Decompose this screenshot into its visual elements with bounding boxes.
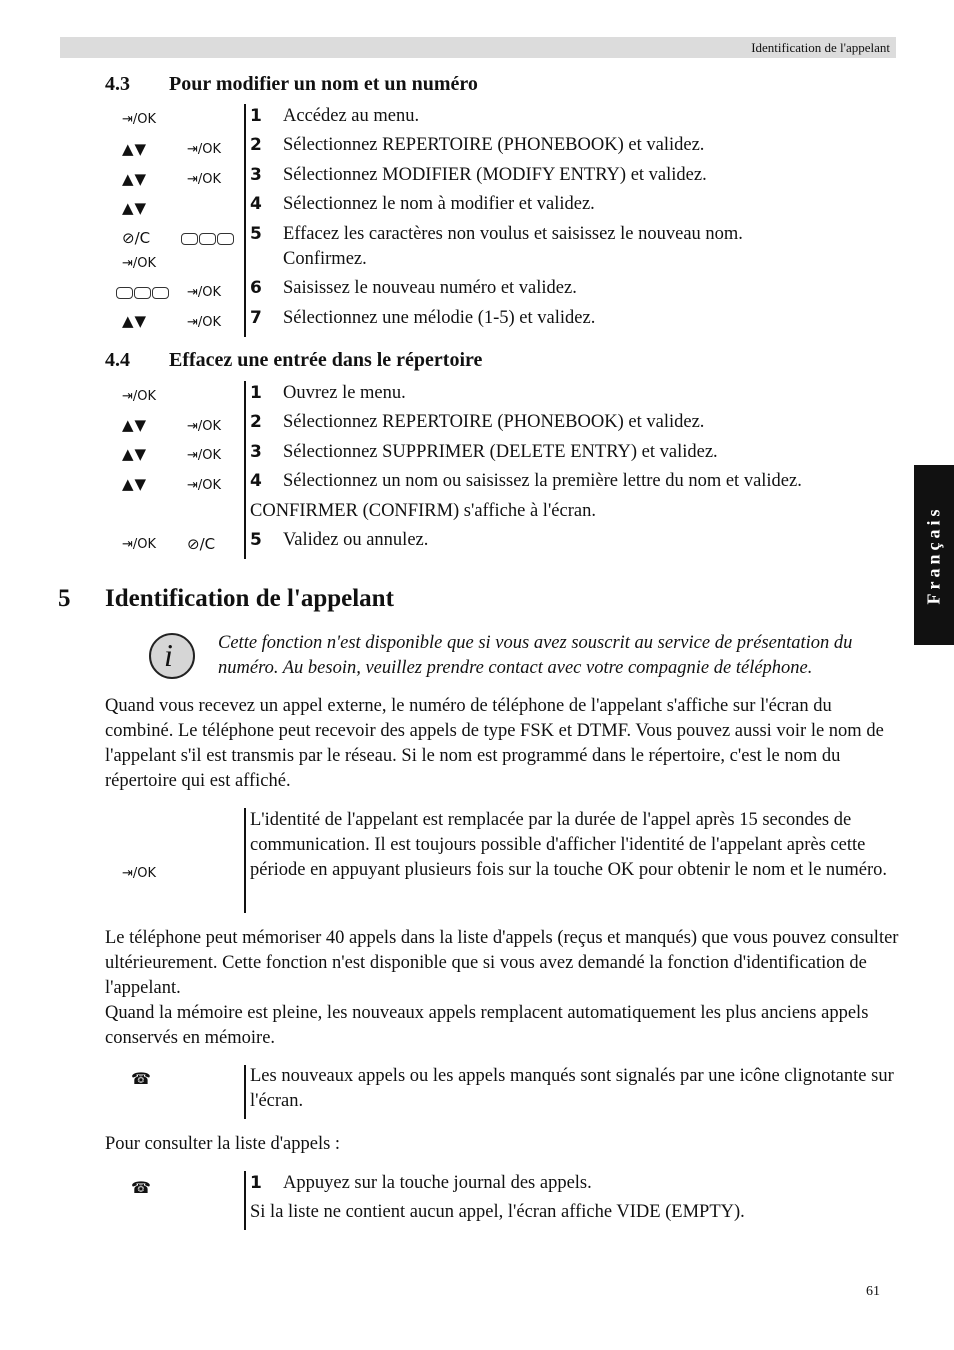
updown-arrows-icon: ▲▼ xyxy=(122,170,148,188)
step-item: 2 Sélectionnez REPERTOIRE (PHONEBOOK) et validez. xyxy=(250,135,705,155)
language-tab xyxy=(914,465,954,645)
running-header xyxy=(60,37,896,58)
section-title: Pour modifier un nom et un numéro xyxy=(169,73,478,95)
section-number: 5 xyxy=(58,585,71,612)
ok-key-icon: ⇥/OK xyxy=(187,285,222,300)
section-title: Effacez une entrée dans le répertoire xyxy=(169,349,483,371)
step-item: 1 Accédez au menu. xyxy=(250,106,420,126)
paragraph: Pour consulter la liste d'appels : xyxy=(105,1134,341,1154)
step-item: 4 Sélectionnez le nom à modifier et validez. xyxy=(250,194,595,214)
section-4-4-heading xyxy=(105,349,482,372)
ok-key-icon: ⇥/OK xyxy=(187,478,222,493)
boxed-note: Les nouveaux appels ou les appels manqués sont signalés par une icône clignotante sur l'écran. xyxy=(250,1066,894,1111)
info-icon: i xyxy=(149,633,195,679)
language-tab-label: Français xyxy=(923,505,944,605)
step-item: 5 Validez ou annulez. xyxy=(250,530,429,550)
updown-arrows-icon: ▲▼ xyxy=(122,416,148,434)
section-5-heading xyxy=(58,585,394,613)
ok-key-icon: ⇥/OK xyxy=(187,419,222,434)
ok-key-icon: ⇥/OK xyxy=(122,112,157,127)
updown-arrows-icon: ▲▼ xyxy=(122,475,148,493)
ok-key-icon: ⇥/OK xyxy=(122,866,157,881)
info-note: Cette fonction n'est disponible que si vous avez souscrit au service de présentation du numéro. Au besoin, veuillez prendre contact avec votre compagnie de téléphone. xyxy=(218,633,853,678)
ok-key-icon: ⇥/OK xyxy=(187,448,222,463)
keypad-icon xyxy=(181,233,234,245)
ok-key-icon: ⇥/OK xyxy=(122,537,157,552)
step-item: 1 Appuyez sur la touche journal des appels. xyxy=(250,1173,592,1193)
step-item: 3 Sélectionnez SUPPRIMER (DELETE ENTRY) et validez. xyxy=(250,442,718,462)
step-divider xyxy=(244,104,246,337)
step-item: 5 Effacez les caractères non voulus et saisissez le nouveau nom. Confirmez. xyxy=(250,224,743,269)
step-divider xyxy=(244,381,246,559)
page-number: 61 xyxy=(866,1284,880,1299)
section-title: Identification de l'appelant xyxy=(105,585,394,612)
paragraph: Le téléphone peut mémoriser 40 appels dans la liste d'appels (reçus et manqués) que vous pouvez consulter ultérieurement. Cette fonction n'est disponible que si vous avez demandé la fonction d'identification de l'appelant. xyxy=(105,928,899,998)
paragraph: Quand vous recevez un appel externe, le numéro de téléphone de l'appelant s'affiche sur l'écran du combiné. Le téléphone peut recevoir des appels de type FSK et DTMF. Vous pouvez aussi voir le nom de l'appelant s'il est transmis par le réseau. Si le nom est programmé dans le répertoire, c'est le nom du répertoire qui est affiché. xyxy=(105,696,884,791)
step-divider xyxy=(244,808,246,913)
boxed-note: L'identité de l'appelant est remplacée par la durée de l'appel après 15 secondes de communication. Il est toujours possible d'afficher l'identité de l'appelant après cette période en appuyant plusieurs fois sur la touche OK pour obtenir le nom et le numéro. xyxy=(250,810,888,880)
ok-key-icon: ⇥/OK xyxy=(187,315,222,330)
step-divider xyxy=(244,1065,246,1119)
paragraph: Quand la mémoire est pleine, les nouveaux appels remplacent automatiquement les plus anciens appels conservés en mémoire. xyxy=(105,1003,869,1048)
step-item: 4 Sélectionnez un nom ou saisissez la première lettre du nom et validez. xyxy=(250,471,802,491)
cancel-key-icon: ⊘/C xyxy=(122,229,151,247)
call-log-key-icon: ☎ xyxy=(131,1069,151,1088)
section-4-3-heading xyxy=(105,73,478,96)
updown-arrows-icon: ▲▼ xyxy=(122,312,148,330)
step-divider xyxy=(244,1171,246,1230)
running-title: Identification de l'appelant xyxy=(751,40,890,55)
updown-arrows-icon: ▲▼ xyxy=(122,445,148,463)
ok-key-icon: ⇥/OK xyxy=(187,172,222,187)
step-item: 7 Sélectionnez une mélodie (1-5) et validez. xyxy=(250,308,596,328)
ok-key-icon: ⇥/OK xyxy=(122,389,157,404)
ok-key-icon: ⇥/OK xyxy=(187,142,222,157)
step-note: Si la liste ne contient aucun appel, l'écran affiche VIDE (EMPTY). xyxy=(250,1202,745,1222)
step-note: CONFIRMER (CONFIRM) s'affiche à l'écran. xyxy=(250,501,596,521)
step-item: 1 Ouvrez le menu. xyxy=(250,383,406,403)
keypad-icon xyxy=(116,287,169,299)
call-log-key-icon: ☎ xyxy=(131,1178,151,1197)
updown-arrows-icon: ▲▼ xyxy=(122,199,148,217)
step-item: 2 Sélectionnez REPERTOIRE (PHONEBOOK) et validez. xyxy=(250,412,705,432)
cancel-key-icon: ⊘/C xyxy=(187,535,216,553)
section-number: 4.4 xyxy=(105,349,130,371)
ok-key-icon: ⇥/OK xyxy=(122,256,157,271)
updown-arrows-icon: ▲▼ xyxy=(122,140,148,158)
step-item: 6 Saisissez le nouveau numéro et validez. xyxy=(250,278,577,298)
section-number: 4.3 xyxy=(105,73,130,95)
step-item: 3 Sélectionnez MODIFIER (MODIFY ENTRY) et validez. xyxy=(250,165,707,185)
